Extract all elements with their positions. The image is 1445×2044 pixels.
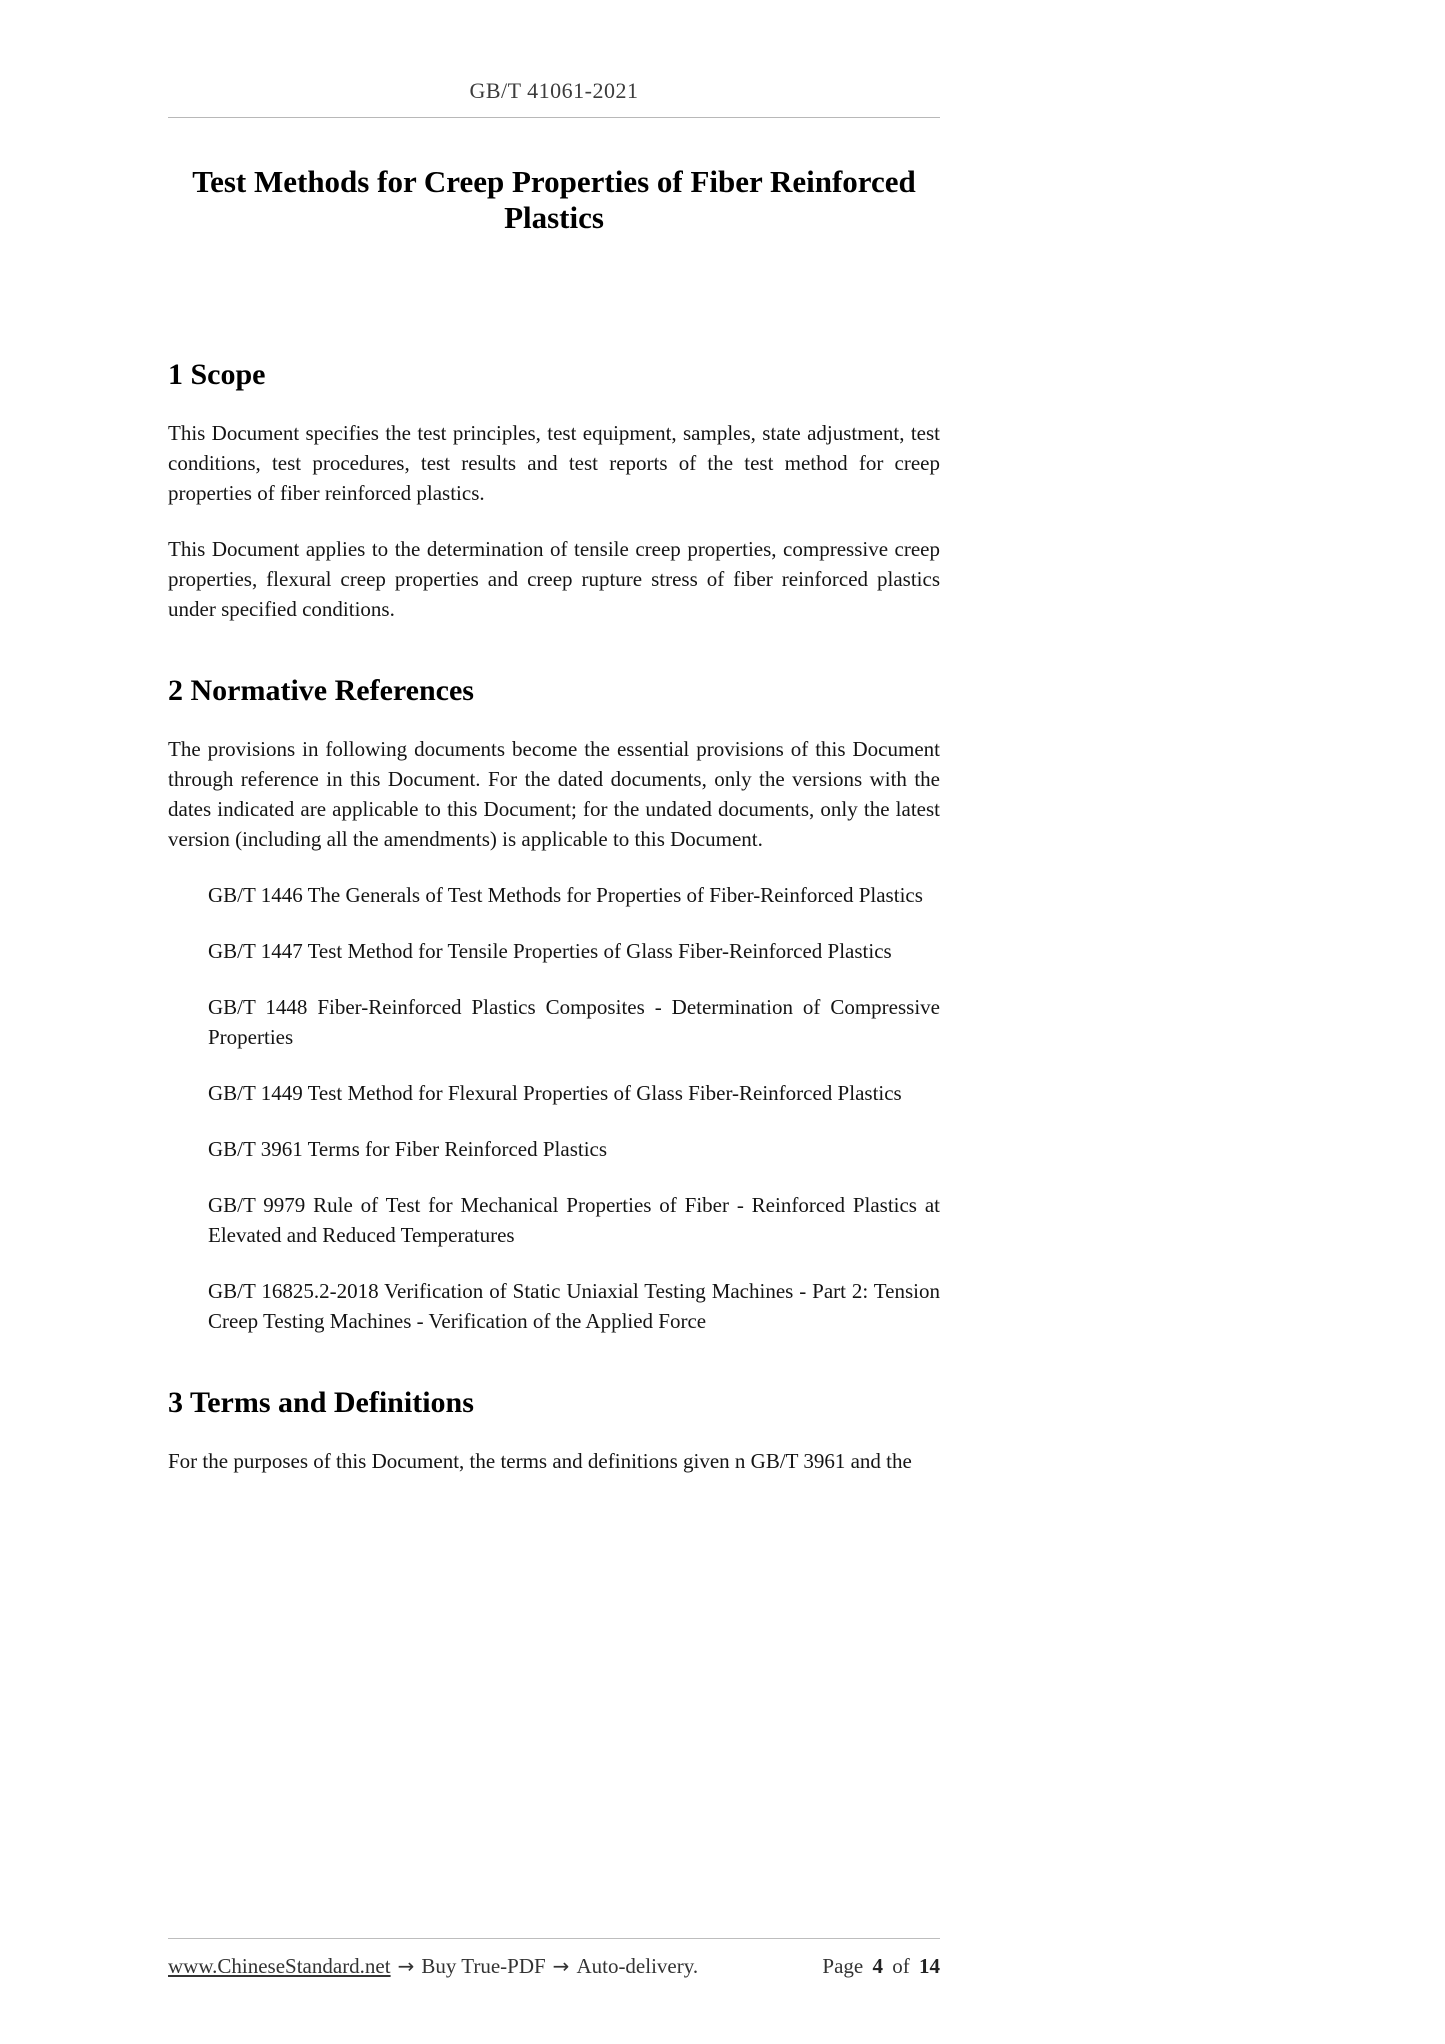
arrow-right-icon: → [397, 1954, 415, 1978]
doc-number: GB/T 41061-2021 [469, 78, 639, 103]
page-total-number: 14 [919, 1954, 940, 1978]
terms-paragraph: For the purposes of this Document, the terms and definitions given n GB/T 3961 and the [168, 1449, 912, 1473]
reference-item: GB/T 9979 Rule of Test for Mechanical Properties of Fiber - Reinforced Plastics at Elevated and Reduced Temperatures [208, 1193, 940, 1247]
header-divider [168, 117, 940, 118]
page-indicator [818, 1954, 940, 1979]
section-heading-scope: 1 Scope [168, 358, 266, 391]
footer-source-line [168, 1954, 698, 1979]
scope-paragraph-1: This Document specifies the test principles, test equipment, samples, state adjustment, test conditions, test procedures, test results and test reports of the test method for creep properties of fiber reinforced plastics. [168, 421, 940, 505]
reference-item: GB/T 1448 Fiber-Reinforced Plastics Composites - Determination of Compressive Properties [208, 995, 940, 1049]
reference-item: GB/T 1449 Test Method for Flexural Properties of Glass Fiber-Reinforced Plastics [208, 1081, 902, 1105]
document-header [168, 0, 940, 118]
normative-references-intro: The provisions in following documents become the essential provisions of this Document through reference in this Document. For the dated documents, only the versions with the dates indicated are applicable to this Document; for the undated documents, only the latest version (including all the amendments) is applicable to this Document. [168, 737, 940, 851]
document-footer [168, 1938, 940, 1979]
section-heading-normative-references: 2 Normative References [168, 674, 474, 707]
scope-paragraph-2: This Document applies to the determination of tensile creep properties, compressive creep properties, flexural creep properties and creep rupture stress of fiber reinforced plastics under specified conditions. [168, 537, 940, 621]
reference-item: GB/T 1447 Test Method for Tensile Properties of Glass Fiber-Reinforced Plastics [208, 939, 892, 963]
website-link[interactable]: www.ChineseStandard.net [168, 1954, 391, 1978]
arrow-right-icon: → [552, 1954, 570, 1978]
reference-item: GB/T 16825.2-2018 Verification of Static Uniaxial Testing Machines - Part 2: Tension Creep Testing Machines - Verification of the Applied Force [208, 1279, 940, 1333]
page-label: Page [822, 1954, 864, 1978]
footer-buy-text: Buy True-PDF [421, 1954, 546, 1978]
reference-item: GB/T 1446 The Generals of Test Methods for Properties of Fiber-Reinforced Plastics [208, 883, 923, 907]
reference-item: GB/T 3961 Terms for Fiber Reinforced Plastics [208, 1137, 608, 1161]
footer-delivery-text: Auto-delivery. [576, 1954, 699, 1978]
page-current-number: 4 [872, 1954, 883, 1978]
document-content [168, 0, 940, 1476]
page-of-label: of [892, 1954, 910, 1978]
document-title: Test Methods for Creep Properties of Fiber Reinforced Plastics [192, 164, 916, 235]
section-heading-terms: 3 Terms and Definitions [168, 1386, 474, 1419]
